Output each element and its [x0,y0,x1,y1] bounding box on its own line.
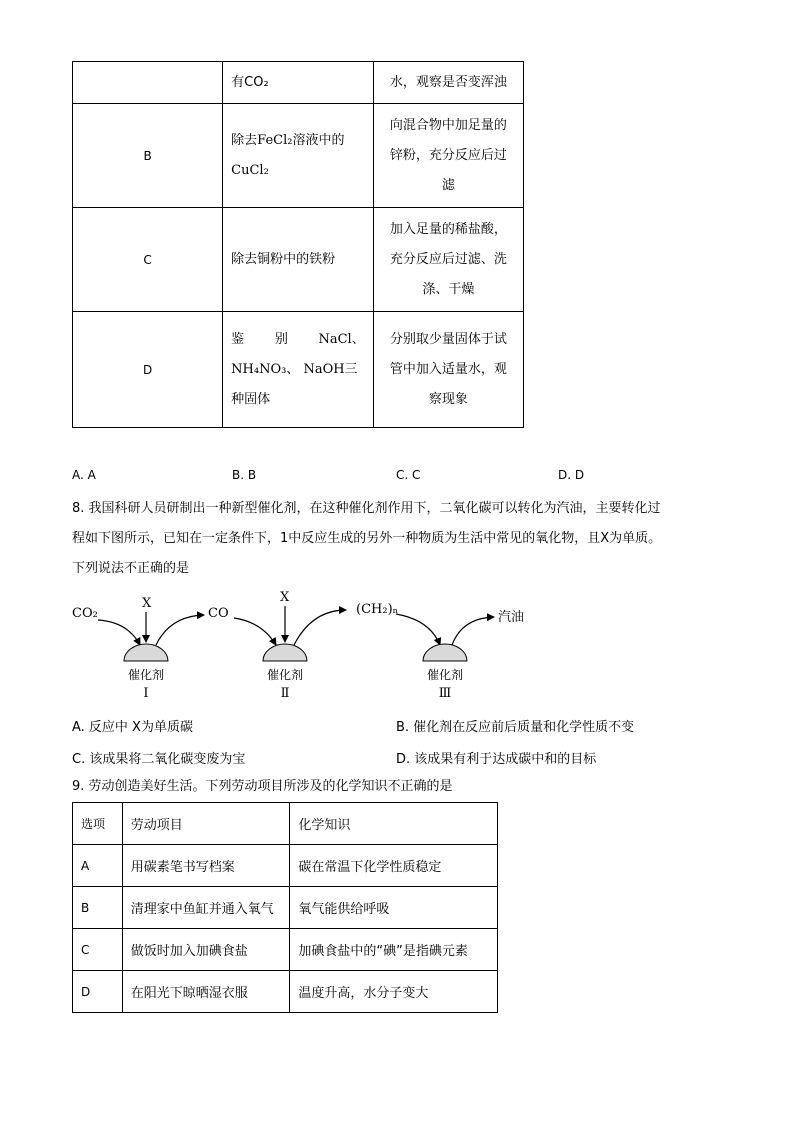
cell-line: 种固体 [231,391,271,407]
option-c: C. C [396,468,421,482]
arrow-out-1 [156,615,204,645]
table-cell: B [73,104,223,208]
q7-table [72,61,524,428]
table-cell: 在阳光下晾晒湿衣服 [122,971,290,1013]
table-cell: C [73,208,223,312]
table-cell [223,104,374,208]
cell-word: NaCl、 [318,331,365,347]
option-b: B. B [232,468,257,482]
catalyst-label-2: 催化剂 [266,668,304,682]
option-a: A. A [72,468,96,482]
table-cell [373,312,523,428]
q8-stem-line-3: 下列说法不正确的是 [72,561,190,576]
cell-line: 充分反应后过滤、洗 [389,251,507,267]
arrow-out-3 [452,617,494,645]
table-cell: 温度升高，水分子变大 [290,971,498,1013]
cell-line: 涤、干燥 [422,281,475,297]
arrow-out-2 [294,610,346,645]
table-row [73,208,524,312]
table-cell: B [73,887,123,929]
table-row [73,104,524,208]
co2-label: CO₂ [72,606,98,621]
table-cell: 碳在常温下化学性质稳定 [290,845,498,887]
cell-line: NH₄NO₃、 NaOH三 [231,361,358,377]
cell-line: 管中加入适量水，观 [389,361,507,377]
table-cell: 用碳素笔书写档案 [122,845,290,887]
cell-line: 滤 [441,177,455,193]
stage-label-3: Ⅲ [438,686,452,701]
header-cell: 化学知识 [290,803,498,845]
catalyst-label-1: 催化剂 [127,668,165,682]
table-cell: A [73,845,123,887]
header-cell: 选项 [73,803,123,845]
catalyst-dome-1 [124,644,168,661]
table-cell: C [73,929,123,971]
option-d: D. D [558,468,585,482]
table-row [73,929,498,971]
cell-line: 向混合物中加足量的 [389,117,507,133]
q8-option-c: C. 该成果将二氧化碳变废为宝 [72,752,246,767]
table-cell: 有CO₂ [223,62,374,104]
cell-line: 锌粉，充分反应后过 [389,147,507,163]
table-row [73,845,498,887]
reaction-diagram [60,588,560,703]
arrow-in-1 [98,620,140,645]
table-row [73,312,524,428]
q9-stem: 9. 劳动创造美好生活。下列劳动项目所涉及的化学知识不正确的是 [72,779,453,794]
gasoline-label: 汽油 [498,610,525,625]
table-cell: 除去铜粉中的铁粉 [223,208,374,312]
cell-word: 鉴 [231,331,245,347]
stage-label-1: Ⅰ [143,686,149,701]
cell-line: 察现象 [428,391,468,407]
cell-line: 分别取少量固体于试 [389,331,507,347]
cell-line [231,325,365,355]
x-label-1: X [142,596,152,611]
table-cell: D [73,971,123,1013]
table-cell [73,62,223,104]
q8-option-b: B. 催化剂在反应前后质量和化学性质不变 [396,720,635,735]
table-cell: D [73,312,223,428]
table-cell: 清理家中鱼缸并通入氧气 [122,887,290,929]
table-cell [373,104,523,208]
q7-options [72,468,632,484]
table-cell: 氧气能供给呼吸 [290,887,498,929]
table-cell [373,208,523,312]
arrow-in-3 [396,614,440,645]
cell-word: 别 [274,331,288,347]
q9-table [72,802,498,1013]
catalyst-dome-2 [263,644,307,661]
cell-line: 除去FeCl₂溶液中的 [231,132,345,148]
arrow-in-2 [234,618,276,645]
table-row [73,887,498,929]
q8-option-d: D. 该成果有利于达成碳中和的目标 [396,752,597,767]
table-row [73,971,498,1013]
x-label-2: X [280,590,290,605]
table-row [73,62,524,104]
ch2n-label: (CH₂)ₙ [356,602,399,617]
q8-stem-line-2: 程如下图所示，已知在一定条件下，1中反应生成的另外一种物质为生活中常见的氧化物，且X为单质。 [72,531,662,546]
q8-option-a: A. 反应中 X为单质碳 [72,720,193,735]
table-header-row [73,803,498,845]
co-label: CO [208,606,229,621]
catalyst-dome-3 [423,644,467,661]
stage-label-2: Ⅱ [280,686,290,701]
q8-stem-line-1: 8. 我国科研人员研制出一种新型催化剂，在这种催化剂作用下，二氧化碳可以转化为汽油，主要转化过 [72,501,661,516]
table-cell: 做饭时加入加碘食盐 [122,929,290,971]
table-cell: 加碘食盐中的“碘”是指碘元素 [290,929,498,971]
table-cell: 水，观察是否变浑浊 [373,62,523,104]
cell-line: 加入足量的稀盐酸， [389,221,507,237]
cell-line: CuCl₂ [231,162,269,178]
table-cell [223,312,374,428]
catalyst-label-3: 催化剂 [426,668,464,682]
header-cell: 劳动项目 [122,803,290,845]
